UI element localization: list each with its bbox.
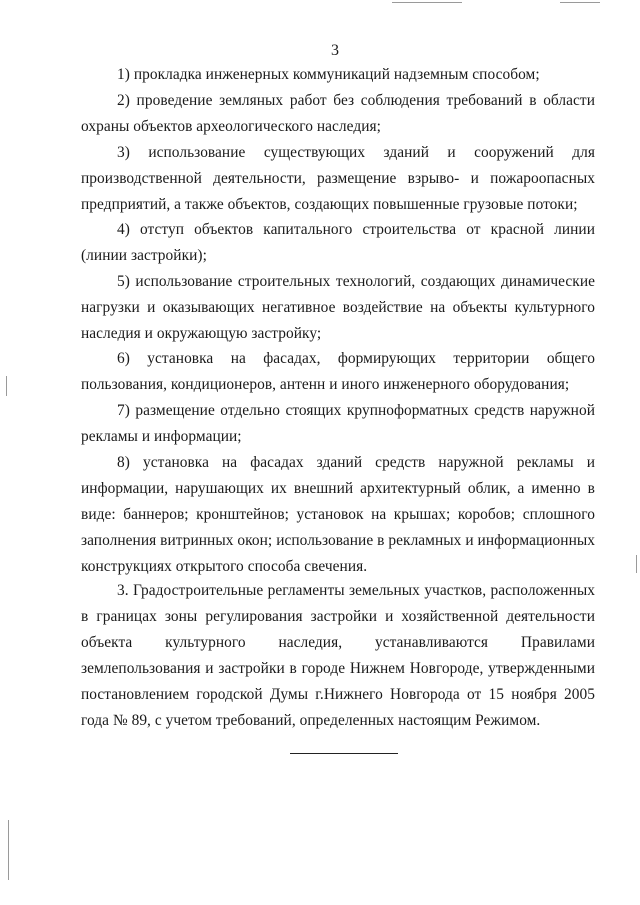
scan-edge-mark-top <box>392 2 462 3</box>
list-item-8: 8) установка на фасадах зданий средств наружной рекламы и информации, нарушающих их внешний архитектурный облик, а именно в виде: баннеров; кронштейнов; установок на крышах; коробов; сплошного заполнения витринных окон; использование в рекламных и информационных конструкциях открытого способа свечения. <box>81 454 595 575</box>
list-item-1: 1) прокладка инженерных коммуникаций надземным способом; <box>117 66 540 83</box>
closing-rule-divider <box>290 753 398 754</box>
list-item-4: 4) отступ объектов капитального строительства от красной линии (линии застройки); <box>81 221 595 264</box>
scan-edge-mark-left <box>6 376 7 396</box>
list-item-5: 5) использование строительных технологий, создающих динамические нагрузки и оказывающих негативное воздействие на объекты культурного наследия и окружающую застройку; <box>81 273 595 342</box>
section-3-paragraph: 3. Градостроительные регламенты земельных участков, расположенных в границах зоны регулирования застройки и хозяйственной деятельности объекта культурного наследия, устанавливаются Правилами землепользования и застройки в городе Нижнем Новгороде, утвержденными постановлением городской Думы г.Нижнего Новгорода от 15 ноября 2005 года № 89, с учетом требований, определенных настоящим Режимом. <box>81 582 595 729</box>
list-item-6: 6) установка на фасадах, формирующих территории общего пользования, кондиционеров, антенн и иного инженерного оборудования; <box>81 350 595 393</box>
scan-edge-mark-top-right <box>560 2 600 3</box>
scan-edge-mark-left-bottom <box>8 820 9 880</box>
list-item-3: 3) использование существующих зданий и сооружений для производственной деятельности, размещение взрыво- и пожароопасных предприятий, а также объектов, создающих повышенные грузовые потоки; <box>81 144 595 213</box>
scan-edge-mark-right <box>636 555 637 573</box>
page-number: 3 <box>331 42 339 59</box>
list-item-7: 7) размещение отдельно стоящих крупноформатных средств наружной рекламы и информации; <box>81 402 595 445</box>
list-item-2: 2) проведение земляных работ без соблюдения требований в области охраны объектов археологического наследия; <box>81 92 595 135</box>
